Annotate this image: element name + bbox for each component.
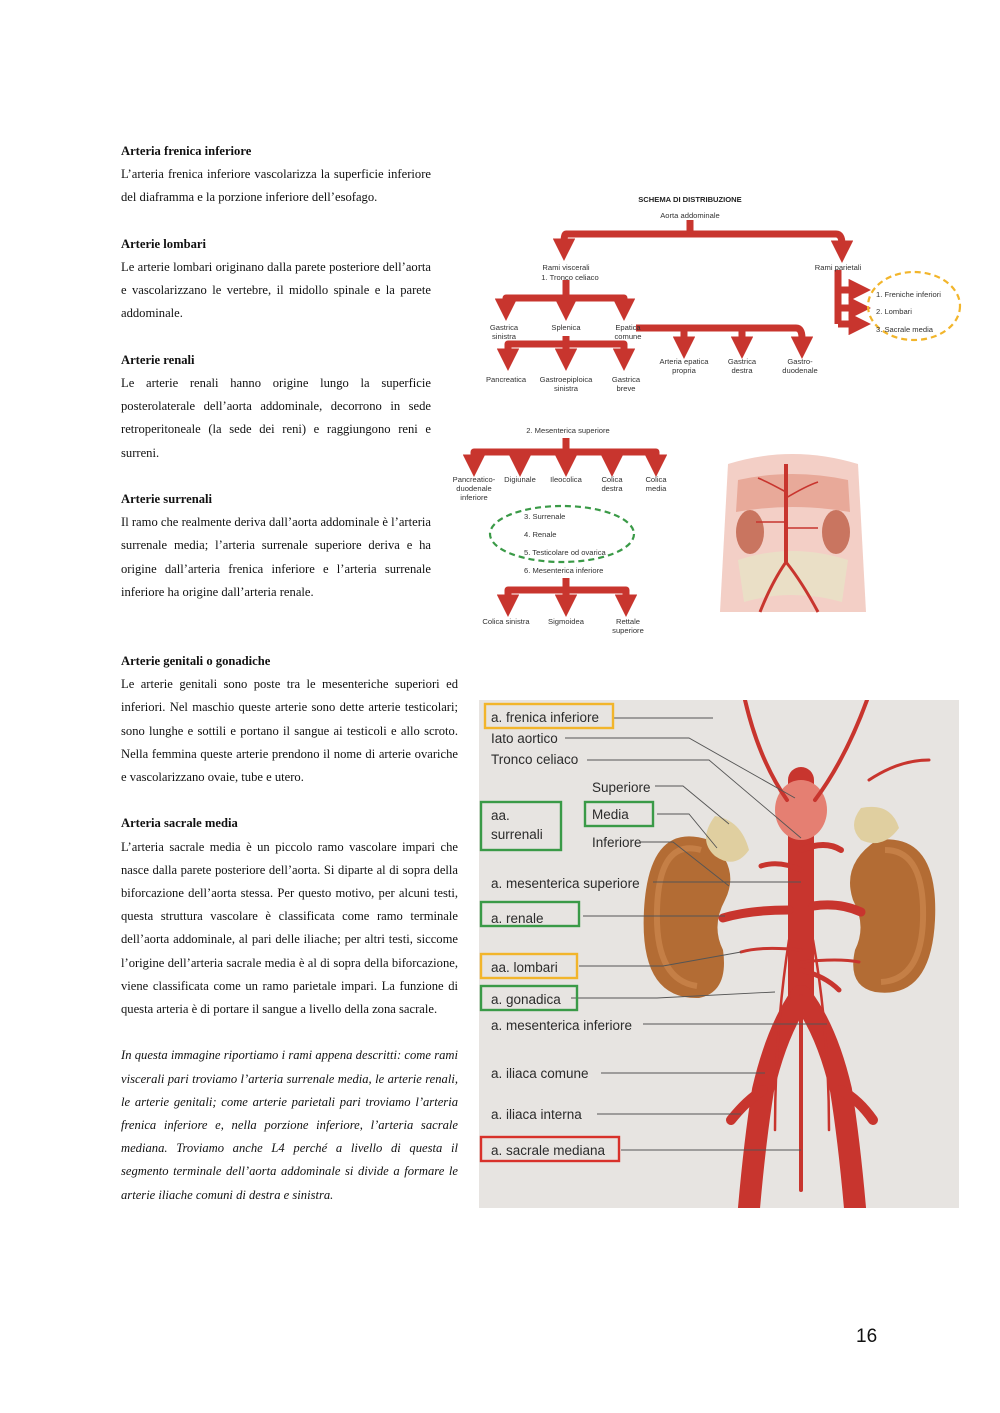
schema-branch: Ileocolica — [550, 475, 582, 484]
schema-branch: Gastrica sinistra — [489, 323, 519, 341]
schema-sup-mesenteric: 2. Mesenterica superiore — [526, 426, 610, 435]
section-title: Arterie genitali o gonadiche — [121, 654, 271, 668]
schema-list-item: 3. Surrenale — [524, 512, 566, 521]
schema-branch: Splenica — [551, 323, 581, 332]
section-body: Le arterie lombari originano dalla parete posteriore dell’aorta e vascolarizzano le vertebre, il midollo spinale e la parete addominale. — [121, 260, 431, 321]
schema-list-item: 5. Testicolare od ovarica — [524, 548, 606, 557]
distribution-schema — [446, 182, 976, 642]
label-renale: a. renale — [491, 911, 544, 926]
schema-list-item: 4. Renale — [524, 530, 557, 539]
schema-branch: Gastrica destra — [727, 357, 757, 375]
label-iato: Iato aortico — [491, 731, 558, 746]
section-body: Le arterie genitali sono poste tra le mesenteriche superiori ed inferiori. Nel maschio queste arterie sono dette arterie testicolari; sono lunghe e sottili e portano il sangue ai testicoli e allo scroto. Nella femmina queste arterie prendono il nome di arterie ovariche e vascolarizzano ovaie, tube e utero. — [121, 677, 458, 785]
schema-parietal: Rami parietali — [814, 263, 862, 272]
label-mes-sup: a. mesenterica superiore — [491, 876, 640, 891]
page-number: 16 — [856, 1326, 878, 1347]
label-tronco: Tronco celiaco — [491, 752, 579, 767]
schema-branch: Colica sinistra — [482, 617, 530, 626]
section-title: Arteria sacrale media — [121, 816, 238, 831]
label-iliaca-comune: a. iliaca comune — [491, 1066, 589, 1081]
schema-branch: Gastrica breve — [611, 375, 641, 393]
schema-list-item: 6. Mesenterica inferiore — [524, 566, 604, 575]
label-gonadica: a. gonadica — [491, 992, 561, 1007]
label-superiore: Superiore — [592, 780, 651, 795]
text-column-bottom — [121, 650, 458, 1207]
kidney-left — [644, 836, 731, 998]
label-lombari: aa. lombari — [491, 960, 558, 975]
label-surrenali: surrenali — [491, 827, 543, 842]
schema-branch: Gastro-duodenale — [782, 357, 818, 375]
section-title: Arterie renali — [121, 352, 195, 367]
text-column-top — [121, 140, 431, 604]
section-title: Arteria frenica inferiore — [121, 144, 252, 158]
label-media: Media — [592, 807, 629, 822]
schema-title: SCHEMA DI DISTRIBUZIONE — [638, 195, 742, 204]
torso-illustration — [708, 452, 876, 617]
section-title: Arterie surrenali — [121, 492, 213, 506]
figure-note: In questa immagine riportiamo i rami appena descritti: come rami viscerali pari troviamo l’arteria surrenale media, le arterie renali, le arterie genitali; come arterie parietali pari troviamo l’arteria frenica inferiore e, nella porzione inferiore, l’arteria sacrale mediana. Troviamo anche L4 perché a livello di questa il segmento terminale dell’aorta addominale si divide a formare le arterie iliache comuni di destra e sinistra. — [121, 1048, 458, 1202]
section-body: L’arteria sacrale media è un piccolo ramo vascolare impari che nasce dalla parete posteriore dell’aorta. Si diparte al di sopra della biforcazione dell’aorta stessa. Per questo motivo, per alcuni testi, questa struttura vascolare è classificata come ramo terminale dell’aorta addominale, al pari delle iliache; per altri testi, siccome l’origine dell’arteria sacrale media è al di sopra della biforcazione, viene classificata come un ramo parietale impari. La funzione di questa arteria è di portare il sangue a livello della zona sacrale. — [121, 839, 458, 1017]
schema-parietal-item: 2. Lombari — [876, 307, 912, 316]
label-surrenali: aa. — [491, 808, 510, 823]
schema-branch: Pancreatica — [485, 375, 527, 384]
section-body: L’arteria frenica inferiore vascolarizza la superficie inferiore del diaframma e la porzione inferiore dell’esofago. — [121, 167, 431, 205]
aorta-anatomy-figure — [479, 700, 959, 1208]
label-frenica: a. frenica inferiore — [491, 710, 600, 725]
schema-branch: Epatica comune — [614, 323, 642, 341]
schema-celiac: 1. Tronco celiaco — [541, 273, 599, 282]
label-iliaca-interna: a. iliaca interna — [491, 1107, 582, 1122]
schema-branch: Pancreatico-duodenale inferiore — [452, 475, 496, 502]
schema-branch: Arteria epatica propria — [659, 357, 709, 375]
schema-branch: Colica media — [645, 475, 667, 493]
schema-visceral: Rami viscerali — [542, 263, 590, 272]
label-sacrale: a. sacrale mediana — [491, 1143, 606, 1158]
section-body: Il ramo che realmente deriva dall’aorta addominale è l’arteria surrenale media; l’arteria surrenale superiore deriva e ha origine dall’arteria frenica inferiore e l’arteria surrenale inferiore ha origine dall’arteria renale. — [121, 515, 431, 599]
schema-parietal-item: 1. Freniche inferiori — [876, 290, 941, 299]
label-mes-inf: a. mesenterica inferiore — [491, 1018, 633, 1033]
schema-branch: Colica destra — [601, 475, 623, 493]
schema-root: Aorta addominale — [660, 211, 720, 220]
schema-branch: Gastroepiploica sinistra — [539, 375, 593, 393]
schema-branch: Sigmoidea — [548, 617, 584, 626]
schema-parietal-item: 3. Sacrale media — [876, 325, 933, 334]
schema-branch: Rettale superiore — [612, 617, 644, 635]
section-title: Arterie lombari — [121, 236, 206, 251]
label-inferiore: Inferiore — [592, 835, 642, 850]
section-body: Le arterie renali hanno origine lungo la superficie posterolaterale dell’aorta addominale, decorrono in sede retroperitoneale (la sede dei reni) e raggiungono reni e surreni. — [121, 376, 431, 460]
schema-branch: Digiunale — [504, 475, 536, 484]
